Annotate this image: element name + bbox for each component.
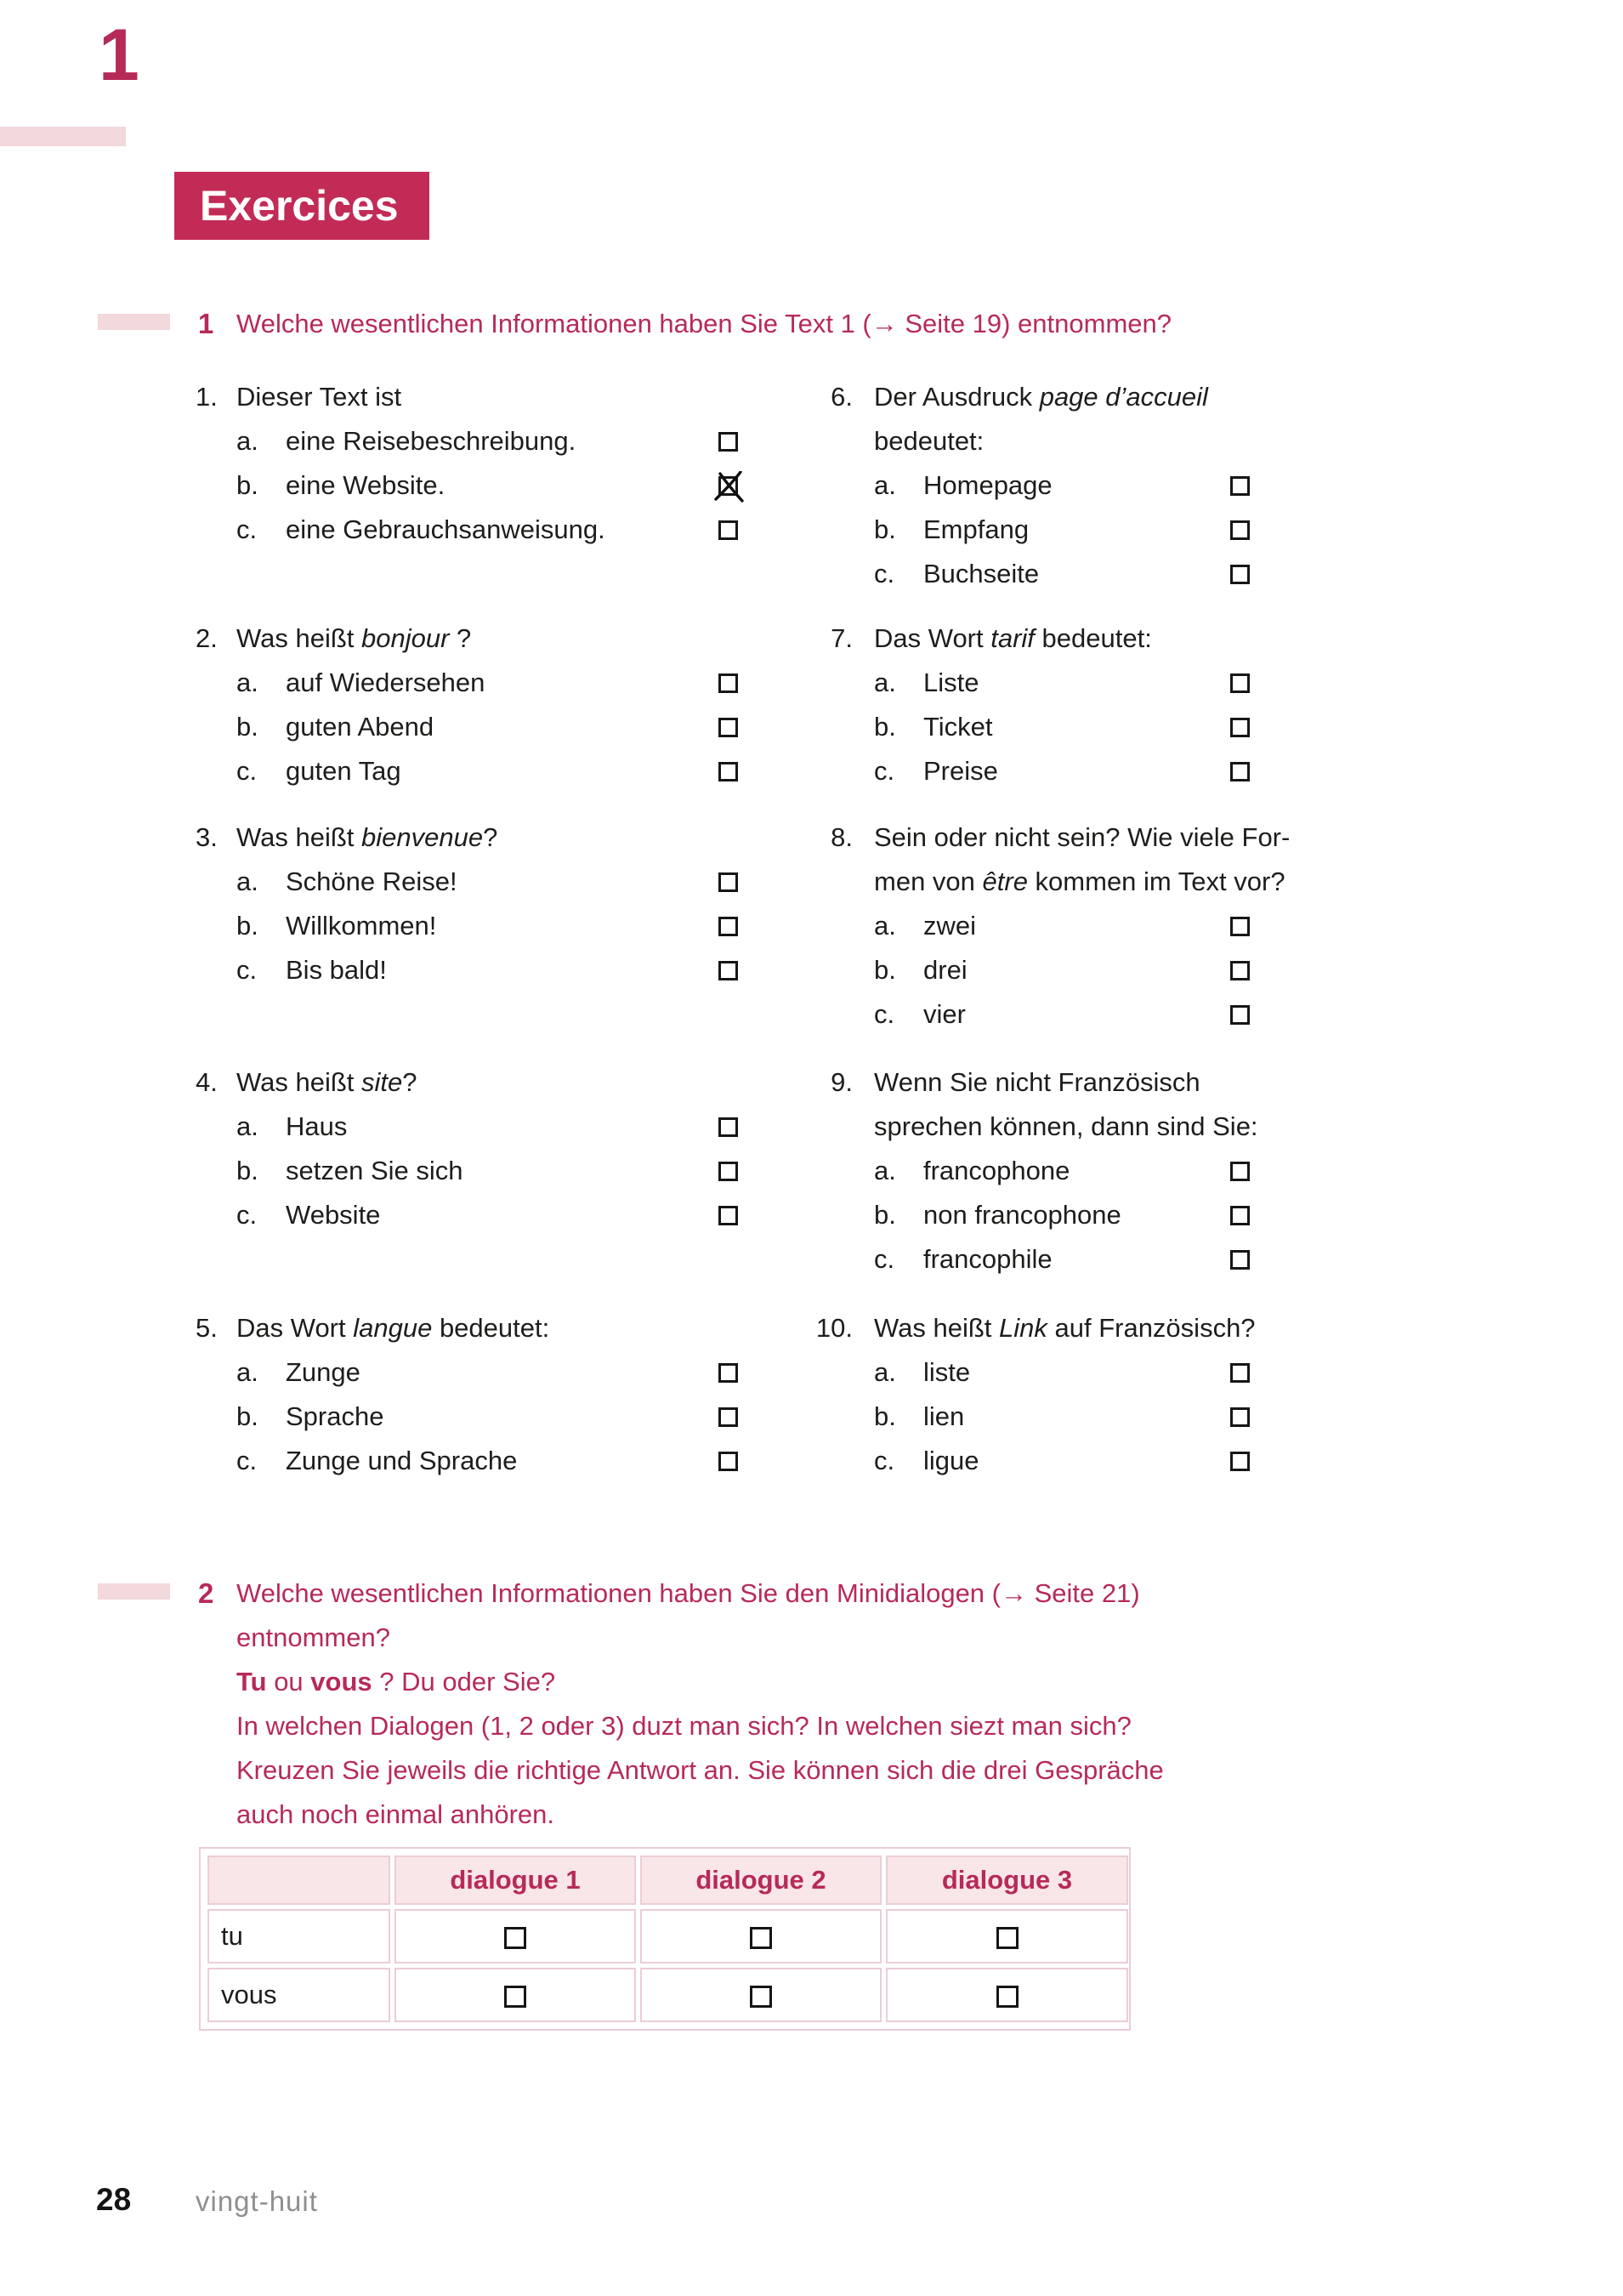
option-row: [874, 508, 1250, 552]
option-text: eine Gebrauchsanweisung.: [286, 514, 605, 544]
option-text: francophile: [923, 1244, 1053, 1274]
text-segment: Das Wort: [236, 1313, 354, 1343]
table-header-dialogue: dialogue 1: [394, 1856, 636, 1905]
question-number: 5.: [196, 1313, 218, 1343]
question-body: [236, 1306, 738, 1483]
table-checkbox-cell: [886, 1968, 1128, 2022]
question-number: 3.: [196, 822, 218, 852]
question-body: [874, 816, 1291, 1037]
option-row: [236, 1193, 738, 1237]
text-segment: auf Französisch?: [1047, 1313, 1256, 1343]
question-title-line: [874, 375, 1250, 419]
option-text: ligue: [923, 1446, 979, 1475]
answer-checkbox[interactable]: [718, 432, 738, 452]
table-checkbox-cell: [640, 1968, 882, 2022]
option-row: [874, 463, 1250, 508]
text-segment: Link: [999, 1313, 1047, 1343]
question-title-line: [874, 860, 1285, 904]
question-body: [236, 375, 738, 552]
text-segment: ou: [266, 1667, 311, 1696]
answer-checkbox[interactable]: [750, 1927, 772, 1949]
option-letter: c.: [874, 559, 895, 588]
answer-checkbox[interactable]: [718, 1407, 738, 1427]
option-text: lien: [923, 1401, 965, 1431]
text-segment: Sein oder nicht sein? Wie viele For-: [874, 822, 1291, 852]
option-row: [874, 904, 1250, 948]
option-text: non francophone: [923, 1200, 1121, 1230]
chapter-number: 1: [99, 14, 139, 96]
option-letter: b.: [236, 1156, 258, 1185]
option-row: [236, 1350, 738, 1395]
option-row: [874, 1439, 1250, 1483]
option-text: Willkommen!: [286, 911, 437, 941]
question-title-line: [236, 617, 738, 661]
option-row: [236, 948, 738, 992]
option-text: Haus: [286, 1111, 348, 1141]
answer-checkbox[interactable]: [504, 1986, 526, 2008]
table-checkbox-cell: [886, 1909, 1128, 1964]
question-title-line: [874, 419, 1250, 463]
option-row: [236, 463, 738, 508]
option-letter: b.: [874, 514, 896, 544]
option-letter: a.: [874, 1357, 896, 1387]
option-letter: c.: [236, 955, 258, 985]
option-letter: c.: [236, 1200, 258, 1230]
table-corner-cell: [207, 1856, 390, 1905]
question-body: [236, 816, 738, 992]
option-row: [236, 661, 738, 705]
answer-checkbox[interactable]: [1230, 673, 1250, 693]
question-title-line: [236, 1306, 738, 1350]
text-segment: Wenn Sie nicht Französisch: [874, 1067, 1200, 1097]
answer-checkbox[interactable]: [718, 1162, 738, 1181]
question-title-line: [236, 1060, 738, 1105]
answer-checkbox[interactable]: [1230, 565, 1250, 584]
option-letter: c.: [236, 1446, 258, 1475]
question: [196, 816, 738, 992]
instruction-line: [236, 1704, 1164, 1748]
option-row: [874, 1193, 1250, 1237]
option-row: [874, 948, 1250, 992]
exercise2-instructions: [236, 1571, 1164, 1837]
answer-checkbox[interactable]: [1230, 1407, 1250, 1427]
option-row: [236, 1439, 738, 1483]
option-row: [874, 1149, 1250, 1193]
option-text: auf Wiedersehen: [286, 668, 485, 697]
question: [196, 1060, 738, 1237]
question: [196, 617, 738, 793]
text-segment: Was heißt: [236, 1067, 361, 1097]
question-number: 2.: [196, 623, 218, 653]
option-text: Ticket: [923, 712, 993, 742]
option-row: [874, 1237, 1250, 1282]
option-letter: b.: [874, 712, 896, 742]
handwritten-x-mark: [713, 471, 745, 503]
option-letter: c.: [236, 514, 258, 544]
text-segment: entnommen?: [236, 1623, 390, 1652]
text-segment: Was heißt: [236, 822, 361, 852]
option-row: [236, 419, 738, 463]
answer-checkbox[interactable]: [504, 1927, 526, 1949]
table-header-dialogue: dialogue 3: [886, 1856, 1128, 1905]
option-text: drei: [923, 955, 968, 985]
question-body: [874, 617, 1250, 793]
option-row: [236, 904, 738, 948]
exercise2-number: 2: [198, 1577, 214, 1609]
option-letter: a.: [874, 911, 896, 941]
answer-checkbox[interactable]: [1230, 1206, 1250, 1225]
option-letter: a.: [236, 1111, 258, 1141]
text-segment: sprechen können, dann sind Sie:: [874, 1111, 1258, 1141]
answer-checkbox[interactable]: [718, 1452, 738, 1471]
option-text: Liste: [923, 668, 979, 697]
option-row: [874, 661, 1250, 705]
option-letter: c.: [874, 1244, 895, 1274]
option-row: [236, 1105, 738, 1149]
dialogue-table: [203, 1851, 1132, 2026]
option-text: guten Tag: [286, 756, 401, 786]
question-row: [196, 617, 1386, 816]
question-title-line: [236, 816, 738, 860]
text-segment: Tu: [236, 1667, 267, 1696]
text-segment: Was heißt: [236, 623, 361, 653]
option-text: francophone: [923, 1156, 1070, 1185]
text-segment: vous: [310, 1667, 372, 1696]
option-row: [236, 1149, 738, 1193]
text-segment: auch noch einmal anhören.: [236, 1799, 554, 1829]
text-segment: Der Ausdruck: [874, 382, 1040, 412]
text-segment: site: [361, 1067, 403, 1097]
option-letter: c.: [874, 999, 895, 1029]
answer-checkbox[interactable]: [1230, 1363, 1250, 1383]
question: [812, 816, 1291, 1037]
option-letter: b.: [874, 955, 896, 985]
question-number: 9.: [831, 1067, 853, 1097]
text-segment: kommen im Text vor?: [1027, 867, 1285, 896]
option-row: [874, 992, 1250, 1037]
question: [812, 1306, 1256, 1483]
option-text: Zunge: [286, 1357, 360, 1387]
instruction-line: [236, 1660, 1164, 1704]
option-text: liste: [923, 1357, 971, 1387]
answer-checkbox[interactable]: [718, 872, 738, 892]
question-body: [236, 1060, 738, 1237]
text-segment: Das Wort: [874, 623, 991, 653]
text-segment: tarif: [990, 623, 1035, 653]
answer-checkbox[interactable]: [1230, 1162, 1250, 1181]
answer-checkbox[interactable]: [1230, 1250, 1250, 1270]
question-number: 7.: [831, 623, 853, 653]
option-letter: a.: [874, 470, 896, 500]
exercise2-pink-marker: [98, 1583, 170, 1600]
option-row: [874, 749, 1250, 793]
option-text: setzen Sie sich: [286, 1156, 463, 1185]
option-text: Empfang: [923, 514, 1030, 544]
answer-checkbox[interactable]: [1230, 1452, 1250, 1471]
question-body: [874, 1060, 1258, 1282]
option-letter: a.: [236, 867, 258, 896]
table-checkbox-cell: [394, 1909, 636, 1964]
option-letter: c.: [236, 756, 258, 786]
question-body: [874, 375, 1250, 596]
question-number: 4.: [196, 1067, 218, 1097]
answer-checkbox[interactable]: [718, 917, 738, 936]
option-row: [874, 552, 1250, 596]
answer-checkbox[interactable]: [750, 1986, 772, 2008]
question: [812, 375, 1250, 596]
option-row: [236, 705, 738, 749]
instruction-line: [236, 1793, 1164, 1837]
text-segment: bedeutet:: [1034, 623, 1152, 653]
question-number: 1.: [196, 382, 218, 412]
table-checkbox-cell: [640, 1909, 882, 1964]
table-row: [207, 1968, 1128, 2022]
option-text: guten Abend: [286, 712, 434, 742]
section-title-banner: [174, 172, 429, 240]
table-row: [207, 1909, 1128, 1964]
option-row: [236, 749, 738, 793]
option-text: eine Reisebeschreibung.: [286, 426, 576, 456]
answer-checkbox[interactable]: [1230, 762, 1250, 781]
question: [196, 1306, 738, 1483]
chapter-pink-bar: [0, 127, 126, 146]
option-letter: b.: [874, 1200, 896, 1230]
option-text: Sprache: [286, 1401, 384, 1431]
option-row: [236, 1395, 738, 1439]
row-label: tu: [207, 1909, 390, 1964]
question-row: [196, 1060, 1386, 1306]
option-text: Website: [286, 1200, 381, 1230]
text-segment: men von: [874, 867, 983, 896]
text-segment: Welche wesentlichen Informationen haben Sie den Minidialogen (→ Seite 21): [236, 1578, 1140, 1608]
answer-checkbox[interactable]: [718, 1117, 738, 1137]
table-checkbox-cell: [394, 1968, 636, 2022]
question-number: 10.: [815, 1313, 853, 1343]
question-title-line: [874, 1306, 1256, 1350]
text-segment: In welchen Dialogen (1, 2 oder 3) duzt man sich? In welchen siezt man sich?: [236, 1711, 1132, 1741]
option-letter: b.: [236, 1401, 258, 1431]
page-number-word: vingt-huit: [196, 2185, 318, 2217]
dialogue-answer-table: [199, 1847, 1131, 2031]
text-segment: ?: [483, 822, 498, 852]
option-letter: a.: [236, 1357, 258, 1387]
answer-checkbox[interactable]: [718, 673, 738, 693]
text-segment: être: [982, 867, 1028, 896]
answer-checkbox[interactable]: [1230, 917, 1250, 936]
option-letter: b.: [874, 1401, 896, 1431]
option-text: zwei: [923, 911, 977, 941]
answer-checkbox[interactable]: [1230, 718, 1250, 737]
answer-checkbox[interactable]: [718, 762, 738, 781]
option-row: [236, 860, 738, 904]
option-text: Bis bald!: [286, 955, 387, 985]
text-segment: ? Du oder Sie?: [372, 1667, 556, 1696]
text-segment: bonjour: [361, 623, 450, 653]
instruction-line: [236, 1616, 1164, 1660]
page-number: 28: [96, 2182, 132, 2217]
answer-checkbox[interactable]: [996, 1986, 1019, 2008]
option-row: [874, 705, 1250, 749]
question-title-line: [874, 1105, 1258, 1149]
question-row: [196, 816, 1386, 1060]
option-letter: b.: [236, 712, 258, 742]
option-text: vier: [923, 999, 966, 1029]
question: [812, 617, 1250, 793]
answer-checkbox[interactable]: [718, 961, 738, 980]
text-segment: ?: [449, 623, 472, 653]
text-segment: bedeutet:: [432, 1313, 550, 1343]
table-header-dialogue: dialogue 2: [640, 1856, 882, 1905]
option-letter: a.: [236, 668, 258, 697]
answer-checkbox[interactable]: [718, 476, 738, 496]
answer-checkbox[interactable]: [718, 1206, 738, 1225]
question: [196, 375, 738, 552]
question-row: [196, 375, 1386, 617]
text-segment: ?: [402, 1067, 417, 1097]
text-segment: Dieser Text ist: [236, 382, 402, 412]
answer-checkbox[interactable]: [718, 1363, 738, 1383]
text-segment: langue: [353, 1313, 433, 1343]
instruction-line: [236, 1571, 1164, 1616]
option-letter: c.: [874, 1446, 895, 1475]
option-row: [874, 1350, 1250, 1395]
instruction-line: [236, 1748, 1164, 1793]
exercise1-questions-grid: [196, 375, 1386, 1483]
option-text: Preise: [923, 756, 998, 786]
option-letter: a.: [874, 1156, 896, 1185]
answer-checkbox[interactable]: [718, 718, 738, 737]
text-segment: bedeutet:: [874, 426, 985, 456]
answer-checkbox[interactable]: [1230, 520, 1250, 540]
question-row: [196, 1306, 1386, 1483]
question-number: 8.: [831, 822, 853, 852]
option-row: [236, 508, 738, 552]
answer-checkbox[interactable]: [718, 520, 738, 540]
option-text: eine Website.: [286, 470, 445, 500]
option-letter: b.: [236, 470, 258, 500]
answer-checkbox[interactable]: [1230, 1005, 1250, 1025]
table-header-row: [207, 1856, 1128, 1905]
option-letter: b.: [236, 911, 258, 941]
option-text: Homepage: [923, 470, 1053, 500]
question-body: [874, 1306, 1256, 1483]
question-title-line: [874, 617, 1250, 661]
exercise1-pink-marker: [98, 314, 170, 330]
option-letter: a.: [236, 426, 258, 456]
option-letter: a.: [874, 668, 896, 697]
text-segment: Was heißt: [874, 1313, 999, 1343]
text-segment: Kreuzen Sie jeweils die richtige Antwort an. Sie können sich die drei Gespräche: [236, 1755, 1164, 1785]
option-text: Buchseite: [923, 559, 1040, 588]
question: [812, 1060, 1258, 1282]
option-row: [874, 1395, 1250, 1439]
option-text: Zunge und Sprache: [286, 1446, 518, 1475]
answer-checkbox[interactable]: [996, 1927, 1019, 1949]
section-title: Exercices: [200, 182, 399, 230]
answer-checkbox[interactable]: [1230, 476, 1250, 496]
exercise1-number: 1: [198, 308, 214, 339]
question-number: 6.: [831, 382, 853, 412]
text-segment: page d’accueil: [1039, 382, 1208, 412]
text-segment: bienvenue: [361, 822, 484, 852]
answer-checkbox[interactable]: [1230, 961, 1250, 980]
exercise1-heading: Welche wesentlichen Informationen haben Sie Text 1 (→ Seite 19) entnommen?: [236, 309, 1172, 338]
question-title-line: [874, 1060, 1250, 1105]
question-title-line: [874, 816, 1291, 860]
question-body: [236, 617, 738, 793]
question-title-line: [236, 375, 738, 419]
row-label: vous: [207, 1968, 390, 2022]
option-text: Schöne Reise!: [286, 867, 457, 896]
option-letter: c.: [874, 756, 895, 786]
